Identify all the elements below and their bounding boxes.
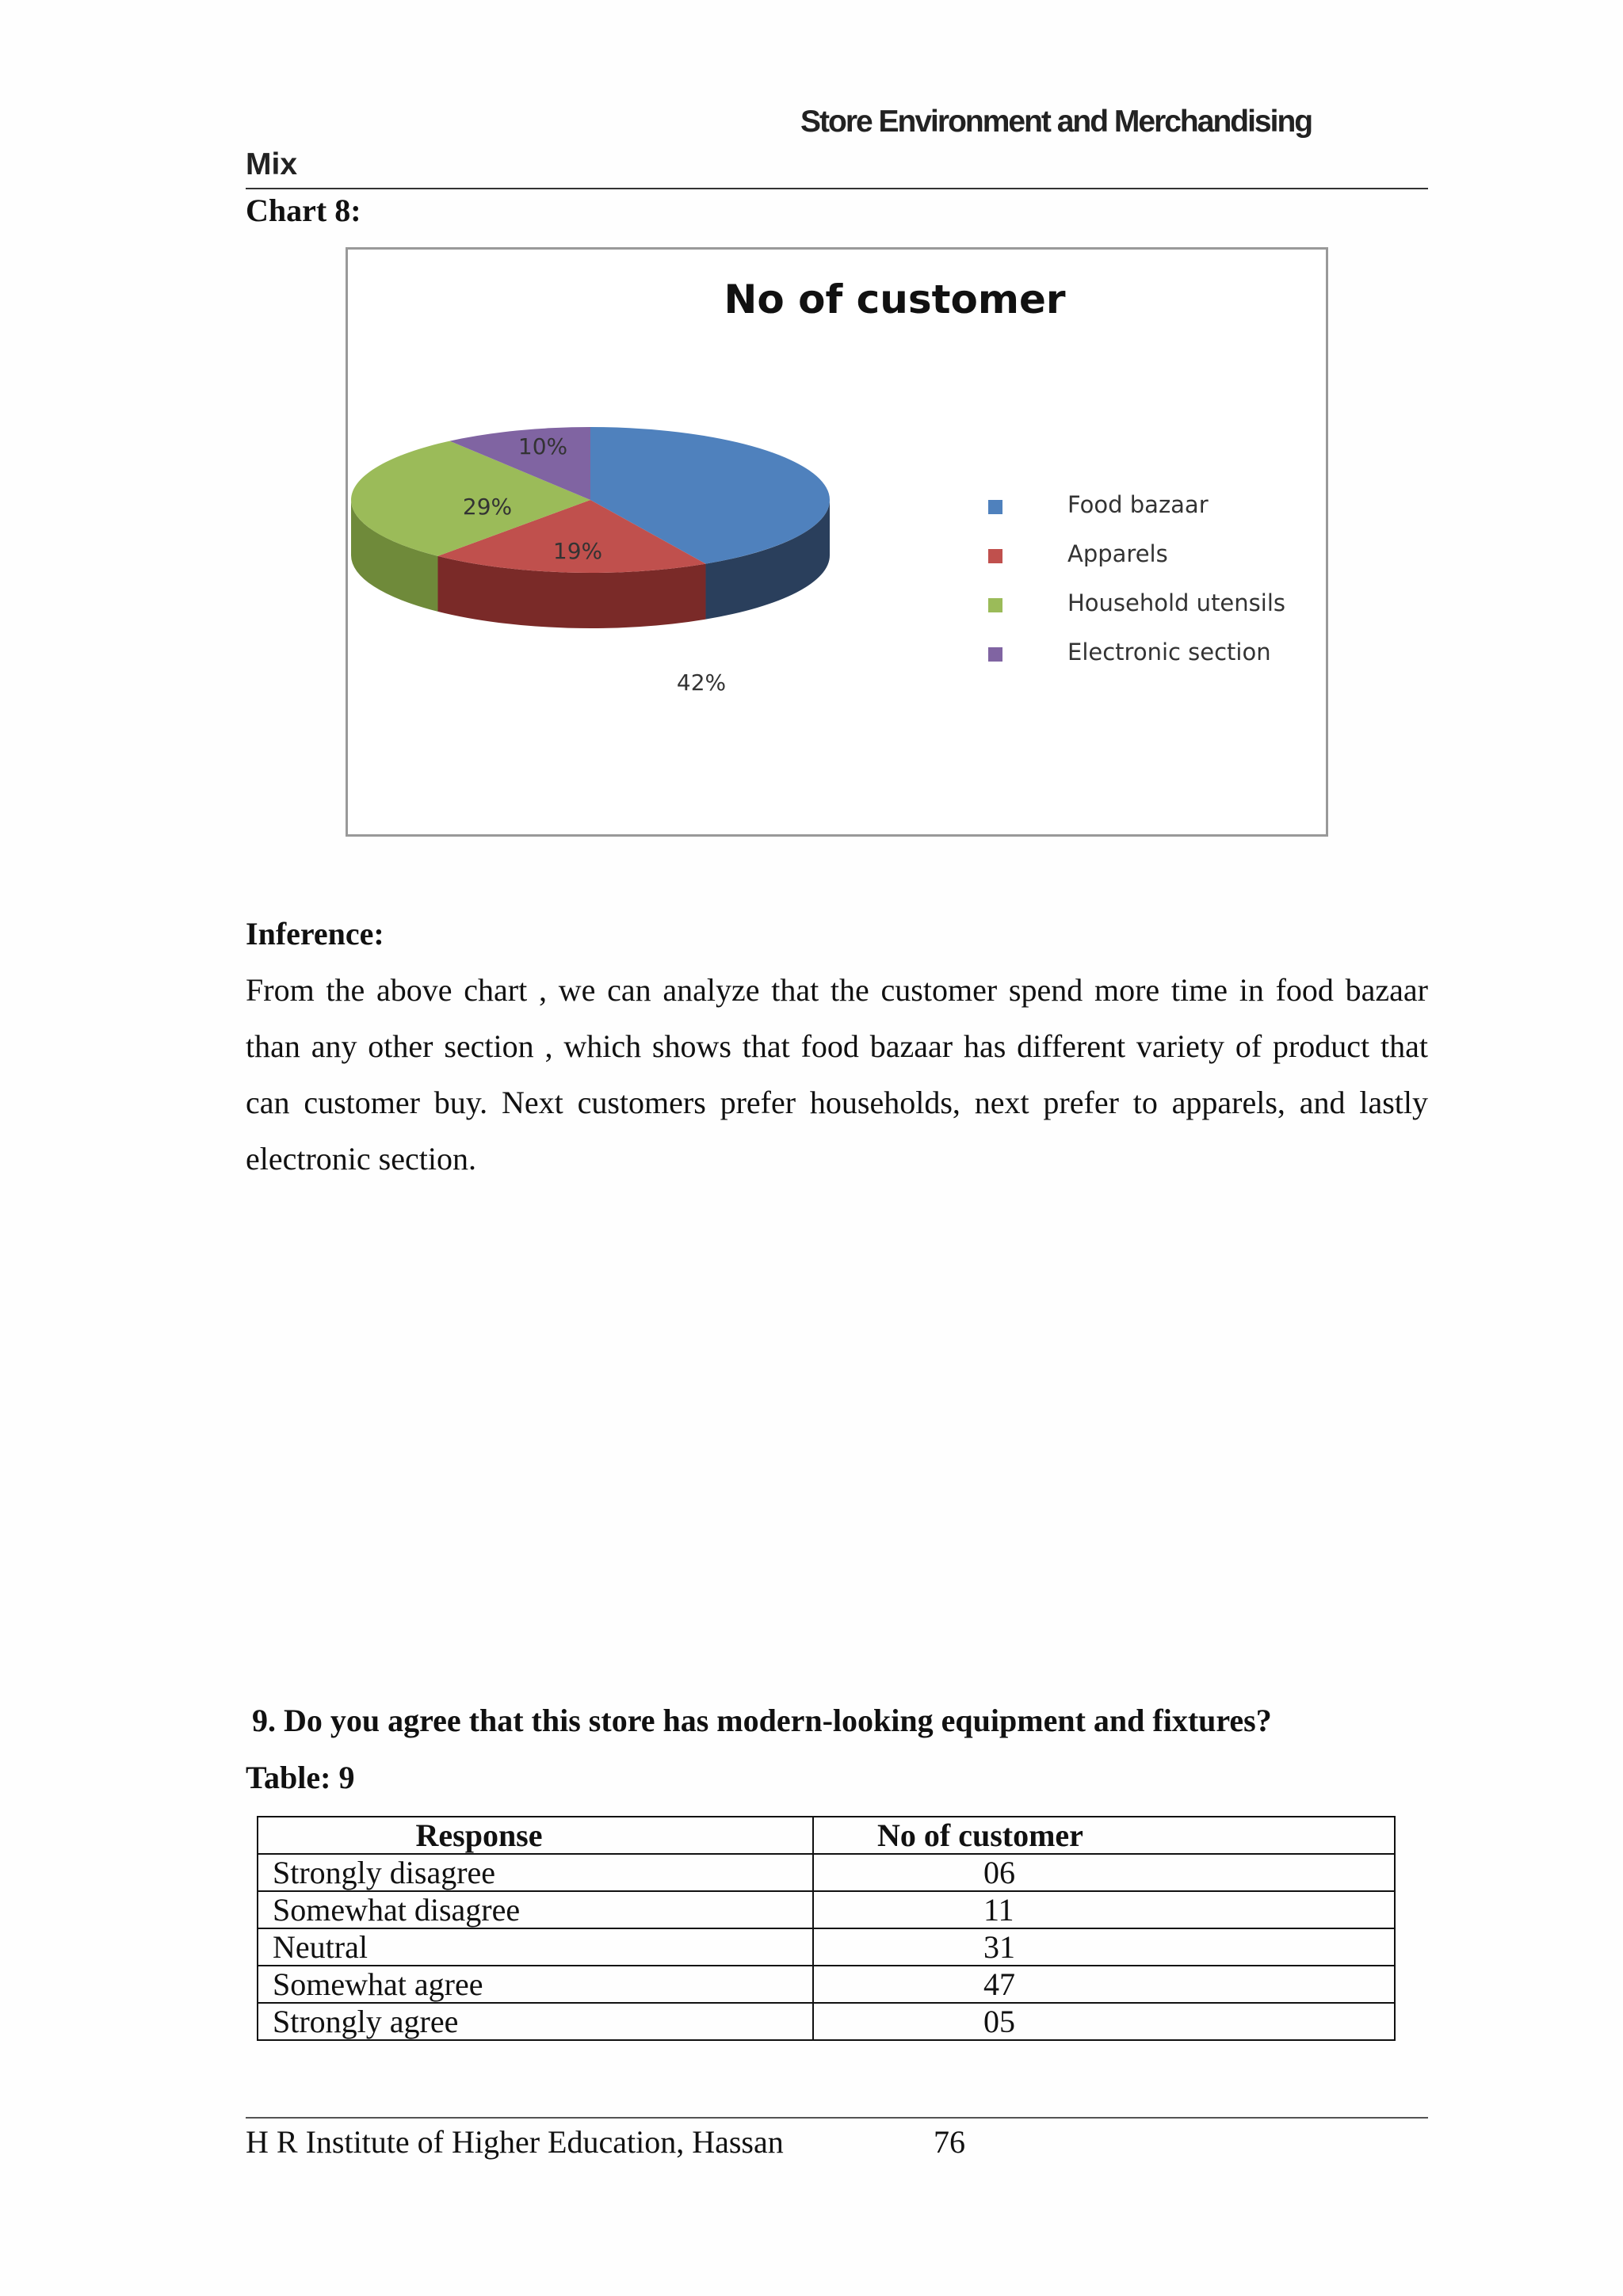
page-number: 76 bbox=[934, 2124, 965, 2160]
header-rule bbox=[246, 188, 1428, 189]
inference-heading: Inference: bbox=[246, 916, 384, 952]
table-header-row bbox=[258, 1817, 1395, 1854]
table-row bbox=[258, 1854, 1395, 1891]
count-cell: 47 bbox=[813, 1966, 1395, 2003]
inference-paragraph: From the above chart , we can analyze that the customer spend more time in food bazaar than any other section , which shows that food bazaar has different variety of product that can customer buy. Next customers prefer households, next prefer to apparels, and lastly electronic section. bbox=[246, 972, 1428, 1177]
table-row bbox=[258, 1891, 1395, 1928]
question-heading: 9. Do you agree that this store has modern-looking equipment and fixtures? bbox=[252, 1703, 1272, 1738]
legend-label: Household utensils bbox=[1067, 589, 1285, 616]
table-label: Table: 9 bbox=[246, 1760, 355, 1795]
legend-label: Electronic section bbox=[1067, 639, 1271, 666]
response-cell: Somewhat agree bbox=[258, 1966, 813, 2003]
pie-percent-label: 10% bbox=[517, 433, 568, 460]
running-header-title: Store Environment and Merchandising bbox=[800, 105, 1312, 139]
count-cell: 31 bbox=[813, 1928, 1395, 1966]
legend-swatch bbox=[988, 500, 1002, 514]
legend-label: Food bazaar bbox=[1067, 491, 1209, 518]
table-row bbox=[258, 2003, 1395, 2040]
response-cell: Strongly agree bbox=[258, 2003, 813, 2040]
response-cell: Neutral bbox=[258, 1928, 813, 1966]
pie-percent-label: 29% bbox=[462, 494, 513, 520]
legend-swatch bbox=[988, 549, 1002, 563]
count-cell: 05 bbox=[813, 2003, 1395, 2040]
footer-rule bbox=[246, 2117, 1428, 2119]
response-table bbox=[257, 1816, 1396, 2041]
legend-swatch bbox=[988, 598, 1002, 612]
legend-swatch bbox=[988, 647, 1002, 662]
table-row bbox=[258, 1928, 1395, 1966]
response-cell: Strongly disagree bbox=[258, 1854, 813, 1891]
pie-percent-label: 42% bbox=[676, 669, 727, 696]
chart-label: Chart 8: bbox=[246, 193, 361, 228]
legend-label: Apparels bbox=[1067, 540, 1168, 567]
running-header-subtitle: Mix bbox=[246, 147, 298, 181]
column-header-response: Response bbox=[258, 1817, 813, 1854]
pie-percent-label: 19% bbox=[552, 538, 603, 564]
count-cell: 11 bbox=[813, 1891, 1395, 1928]
column-header-count: No of customer bbox=[813, 1817, 1395, 1854]
pie-chart bbox=[346, 247, 1328, 837]
chart-title: No of customer bbox=[724, 277, 1066, 322]
count-cell: 06 bbox=[813, 1854, 1395, 1891]
table-row bbox=[258, 1966, 1395, 2003]
response-cell: Somewhat disagree bbox=[258, 1891, 813, 1928]
footer-institute: H R Institute of Higher Education, Hassan bbox=[246, 2124, 784, 2160]
